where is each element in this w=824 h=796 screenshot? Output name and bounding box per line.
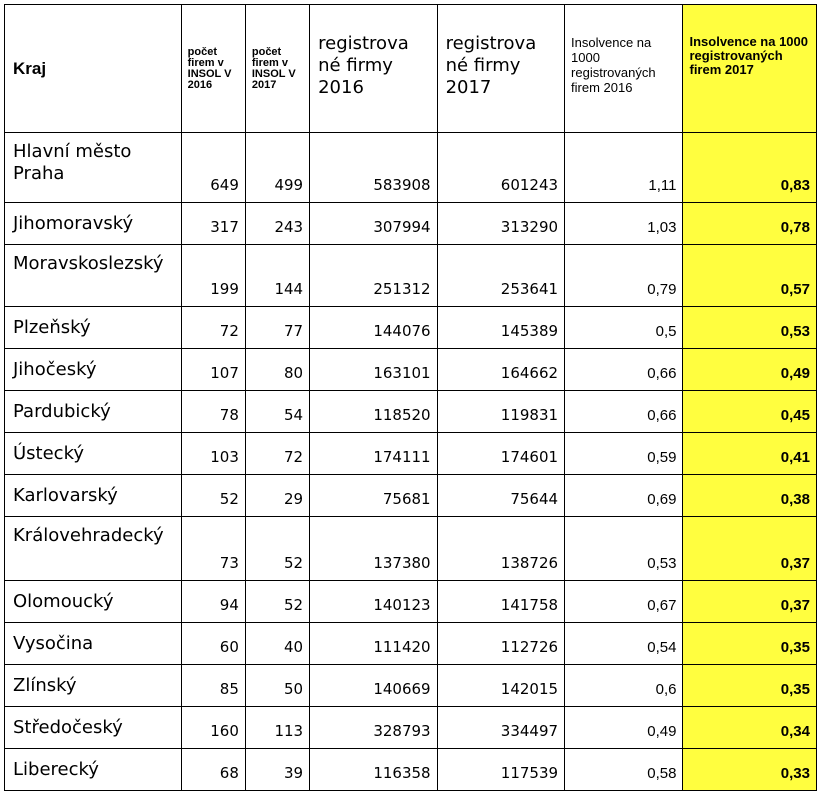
table-row [5,665,817,707]
pocet-2017-cell: 52 [245,517,309,581]
pocet-2017-cell: 113 [245,707,309,749]
kraj-cell: Plzeňský [5,307,182,349]
insolvence-2017-cell: 0,34 [683,707,817,749]
table-row [5,245,817,307]
kraj-cell: Moravskoslezský [5,245,182,307]
pocet-2017-cell: 50 [245,665,309,707]
registrovane-2017-cell: 112726 [437,623,564,665]
insolvence-2017-cell: 0,35 [683,623,817,665]
registrovane-2017-cell: 174601 [437,433,564,475]
pocet-2016-cell: 199 [181,245,245,307]
registrovane-2017-cell: 164662 [437,349,564,391]
registrovane-2016-cell: 328793 [310,707,437,749]
pocet-2017-cell: 144 [245,245,309,307]
table-row [5,517,817,581]
table-row [5,203,817,245]
insolvence-2016-cell: 1,11 [565,133,683,203]
registrovane-2017-cell: 75644 [437,475,564,517]
registrovane-2017-cell: 313290 [437,203,564,245]
registrovane-2017-cell: 119831 [437,391,564,433]
pocet-2016-cell: 317 [181,203,245,245]
insolvence-2016-cell: 0,53 [565,517,683,581]
registrovane-2016-cell: 116358 [310,749,437,791]
registrovane-2016-cell: 583908 [310,133,437,203]
pocet-2017-cell: 243 [245,203,309,245]
pocet-2017-cell: 54 [245,391,309,433]
pocet-2016-cell: 85 [181,665,245,707]
registrovane-2016-cell: 111420 [310,623,437,665]
registrovane-2016-cell: 140669 [310,665,437,707]
header-kraj: Kraj [5,5,182,133]
table-row [5,707,817,749]
table-row [5,749,817,791]
pocet-2016-cell: 72 [181,307,245,349]
insolvency-table [4,4,817,791]
insolvence-2017-cell: 0,49 [683,349,817,391]
insolvence-2017-cell: 0,38 [683,475,817,517]
pocet-2016-cell: 60 [181,623,245,665]
registrovane-2017-cell: 117539 [437,749,564,791]
kraj-cell: Liberecký [5,749,182,791]
insolvence-2017-cell: 0,45 [683,391,817,433]
table-row [5,623,817,665]
insolvence-2016-cell: 0,66 [565,391,683,433]
pocet-2017-cell: 29 [245,475,309,517]
insolvence-2016-cell: 0,69 [565,475,683,517]
insolvence-2017-cell: 0,37 [683,581,817,623]
kraj-cell: Jihomoravský [5,203,182,245]
registrovane-2017-cell: 142015 [437,665,564,707]
header-registrovane-2017: registrova né firmy 2017 [437,5,564,133]
header-row [5,5,817,133]
kraj-cell: Vysočina [5,623,182,665]
insolvence-2016-cell: 0,6 [565,665,683,707]
registrovane-2016-cell: 75681 [310,475,437,517]
registrovane-2016-cell: 137380 [310,517,437,581]
insolvence-2016-cell: 0,54 [565,623,683,665]
registrovane-2016-cell: 251312 [310,245,437,307]
pocet-2016-cell: 107 [181,349,245,391]
pocet-2017-cell: 499 [245,133,309,203]
header-pocet-2017: počet firem v INSOL V 2017 [245,5,309,133]
registrovane-2016-cell: 144076 [310,307,437,349]
pocet-2017-cell: 39 [245,749,309,791]
pocet-2017-cell: 72 [245,433,309,475]
table-row [5,133,817,203]
table-row [5,433,817,475]
pocet-2017-cell: 77 [245,307,309,349]
insolvence-2017-cell: 0,83 [683,133,817,203]
kraj-cell: Královehradecký [5,517,182,581]
insolvence-2016-cell: 0,79 [565,245,683,307]
header-insolvence-2017: Insolvence na 1000 registrovaných firem 2017 [683,5,817,133]
pocet-2017-cell: 80 [245,349,309,391]
table-row [5,391,817,433]
table-row [5,307,817,349]
registrovane-2016-cell: 174111 [310,433,437,475]
insolvence-2016-cell: 0,49 [565,707,683,749]
registrovane-2016-cell: 118520 [310,391,437,433]
insolvence-2016-cell: 0,66 [565,349,683,391]
pocet-2016-cell: 160 [181,707,245,749]
header-registrovane-2016: registrova né firmy 2016 [310,5,437,133]
kraj-cell: Zlínský [5,665,182,707]
pocet-2016-cell: 649 [181,133,245,203]
insolvence-2017-cell: 0,37 [683,517,817,581]
pocet-2016-cell: 94 [181,581,245,623]
header-pocet-2016: počet firem v INSOL V 2016 [181,5,245,133]
registrovane-2016-cell: 140123 [310,581,437,623]
registrovane-2017-cell: 138726 [437,517,564,581]
registrovane-2017-cell: 601243 [437,133,564,203]
pocet-2016-cell: 68 [181,749,245,791]
kraj-cell: Olomoucký [5,581,182,623]
table-row [5,349,817,391]
registrovane-2017-cell: 141758 [437,581,564,623]
insolvence-2016-cell: 0,67 [565,581,683,623]
insolvence-2016-cell: 1,03 [565,203,683,245]
pocet-2016-cell: 73 [181,517,245,581]
kraj-cell: Pardubický [5,391,182,433]
pocet-2017-cell: 40 [245,623,309,665]
insolvence-2017-cell: 0,78 [683,203,817,245]
table-row [5,581,817,623]
insolvence-2017-cell: 0,57 [683,245,817,307]
pocet-2016-cell: 52 [181,475,245,517]
insolvence-2017-cell: 0,33 [683,749,817,791]
kraj-cell: Hlavní město Praha [5,133,182,203]
registrovane-2017-cell: 145389 [437,307,564,349]
insolvence-2016-cell: 0,59 [565,433,683,475]
insolvence-2016-cell: 0,58 [565,749,683,791]
insolvence-2017-cell: 0,35 [683,665,817,707]
pocet-2016-cell: 78 [181,391,245,433]
kraj-cell: Jihočeský [5,349,182,391]
registrovane-2016-cell: 307994 [310,203,437,245]
kraj-cell: Karlovarský [5,475,182,517]
pocet-2017-cell: 52 [245,581,309,623]
pocet-2016-cell: 103 [181,433,245,475]
registrovane-2017-cell: 334497 [437,707,564,749]
kraj-cell: Středočeský [5,707,182,749]
registrovane-2017-cell: 253641 [437,245,564,307]
insolvence-2017-cell: 0,41 [683,433,817,475]
header-insolvence-2016: Insolvence na 1000 registrovaných firem 2016 [565,5,683,133]
registrovane-2016-cell: 163101 [310,349,437,391]
table-row [5,475,817,517]
table-body [5,133,817,791]
kraj-cell: Ústecký [5,433,182,475]
insolvence-2016-cell: 0,5 [565,307,683,349]
insolvence-2017-cell: 0,53 [683,307,817,349]
